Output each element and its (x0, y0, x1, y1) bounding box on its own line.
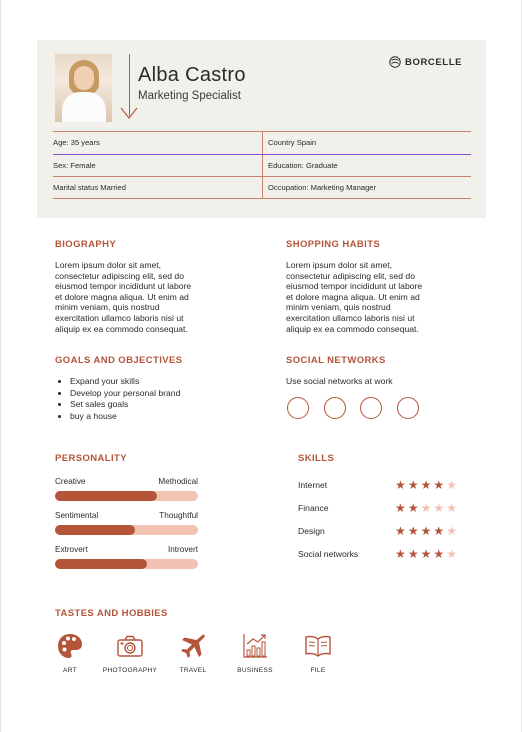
profile-header (37, 40, 486, 218)
skill-name: Finance (298, 503, 329, 513)
skill-row (298, 501, 463, 515)
star-rating (394, 502, 458, 514)
list-item: Expand your skills (70, 376, 180, 388)
star-filled-icon: ★ (420, 524, 432, 538)
trait-left-label: Creative (55, 477, 86, 486)
trait-bar (55, 559, 198, 569)
hobby-label: TRAVEL (179, 667, 207, 674)
social-networks-text: Use social networks at work (286, 376, 393, 386)
hobby-label: PHOTOGRAPHY (102, 667, 158, 674)
social-circle-icon[interactable] (397, 397, 419, 419)
info-education: Education: Graduate (262, 155, 471, 177)
star-filled-icon: ★ (433, 478, 445, 492)
star-filled-icon: ★ (433, 524, 445, 538)
star-empty-icon: ★ (446, 501, 457, 515)
business-chart-icon (241, 632, 269, 660)
info-row (53, 176, 471, 199)
star-filled-icon: ★ (407, 501, 419, 515)
star-rating (394, 548, 458, 560)
profile-photo (55, 54, 112, 122)
camera-icon (116, 632, 144, 660)
social-network-icons (287, 397, 419, 419)
skill-row (298, 478, 463, 492)
info-table (53, 131, 471, 199)
star-filled-icon: ★ (395, 547, 406, 561)
star-rating (394, 525, 458, 537)
star-filled-icon: ★ (407, 478, 419, 492)
trait-right-label: Methodical (158, 477, 198, 486)
profile-name: Alba Castro (138, 64, 246, 86)
goals-list (70, 376, 180, 423)
star-filled-icon: ★ (395, 524, 406, 538)
list-item: Develop your personal brand (70, 387, 181, 398)
brand-name: BORCELLE (405, 56, 463, 68)
skill-name: Internet (298, 480, 328, 490)
skill-row (298, 524, 463, 538)
star-rating (394, 479, 458, 491)
star-filled-icon: ★ (395, 501, 406, 515)
skills-title: SKILLS (298, 453, 335, 464)
hobbies-title: TASTES AND HOBBIES (55, 608, 168, 619)
info-age: Age: 35 years (53, 138, 100, 148)
borcelle-logo-icon (389, 56, 401, 68)
info-marital-status: Marital status Married (53, 182, 127, 192)
trait-left-label: Extrovert (55, 545, 88, 554)
star-empty-icon: ★ (433, 501, 445, 515)
hobby-label: ART (63, 667, 77, 674)
biography-title: BIOGRAPHY (55, 239, 117, 250)
trait-bar-fill (55, 559, 147, 569)
list-item: Set sales goals (70, 399, 180, 411)
hobby-photography (100, 632, 160, 674)
shopping-habits-title: SHOPPING HABITS (286, 239, 381, 250)
trait-bar-fill (55, 491, 157, 501)
airplane-icon (179, 632, 207, 660)
goals-title: GOALS AND OBJECTIVES (55, 355, 183, 366)
trait-right-label: Introvert (167, 545, 198, 554)
hobby-business (225, 632, 285, 674)
trait-bar (55, 525, 198, 535)
social-circle-icon[interactable] (324, 397, 346, 419)
star-empty-icon: ★ (446, 478, 457, 492)
star-filled-icon: ★ (433, 547, 445, 561)
skill-name: Social networks (298, 549, 359, 559)
info-row (53, 131, 471, 154)
star-empty-icon: ★ (446, 547, 457, 561)
social-circle-icon[interactable] (360, 397, 382, 419)
skill-row (298, 547, 463, 561)
star-filled-icon: ★ (407, 524, 419, 538)
star-empty-icon: ★ (420, 501, 432, 515)
hobby-art (40, 632, 100, 674)
trait-bar (55, 491, 198, 501)
trait-bar-fill (55, 525, 135, 535)
star-filled-icon: ★ (420, 478, 432, 492)
star-empty-icon: ★ (446, 524, 457, 538)
palette-icon (56, 632, 84, 660)
biography-text: Lorem ipsum dolor sit amet, consectetur adipiscing elit, sed do eiusmod tempor incididunt ut labore et dolore magna aliqua. Ut enim ad minim veniam, quis nostrud exercitation ullamco laboris nisi ut aliquip ex ea commodo consequat. (55, 260, 192, 334)
skill-name: Design (298, 526, 325, 536)
social-networks-title: SOCIAL NETWORKS (286, 355, 386, 366)
hobby-file (288, 632, 348, 674)
list-item: buy a house (70, 411, 180, 423)
info-sex: Sex: Female (53, 160, 96, 170)
star-filled-icon: ★ (420, 547, 432, 561)
trait-right-label: Thoughtful (159, 511, 198, 520)
profile-role: Marketing Specialist (138, 90, 241, 102)
hobby-travel (163, 632, 223, 674)
book-icon (304, 632, 332, 660)
social-circle-icon[interactable] (287, 397, 309, 419)
star-filled-icon: ★ (407, 547, 419, 561)
trait-left-label: Sentimental (55, 511, 99, 520)
hobby-label: FILE (310, 667, 326, 674)
brand-logo (389, 56, 462, 68)
hobby-label: BUSINESS (237, 667, 273, 674)
personality-title: PERSONALITY (55, 453, 127, 464)
star-filled-icon: ★ (395, 478, 406, 492)
info-country: Country Spain (262, 132, 471, 154)
info-occupation: Occupation: Marketing Manager (262, 177, 471, 198)
shopping-habits-text: Lorem ipsum dolor sit amet, consectetur adipiscing elit, sed do eiusmod tempor incididunt ut labore et dolore magna aliqua. Ut enim ad minim veniam, quis nostrud exercitation ullamco laboris nisi ut aliquip ex ea commodo consequat. (286, 260, 423, 334)
arrow-down-icon (119, 106, 139, 120)
info-row (53, 154, 471, 177)
